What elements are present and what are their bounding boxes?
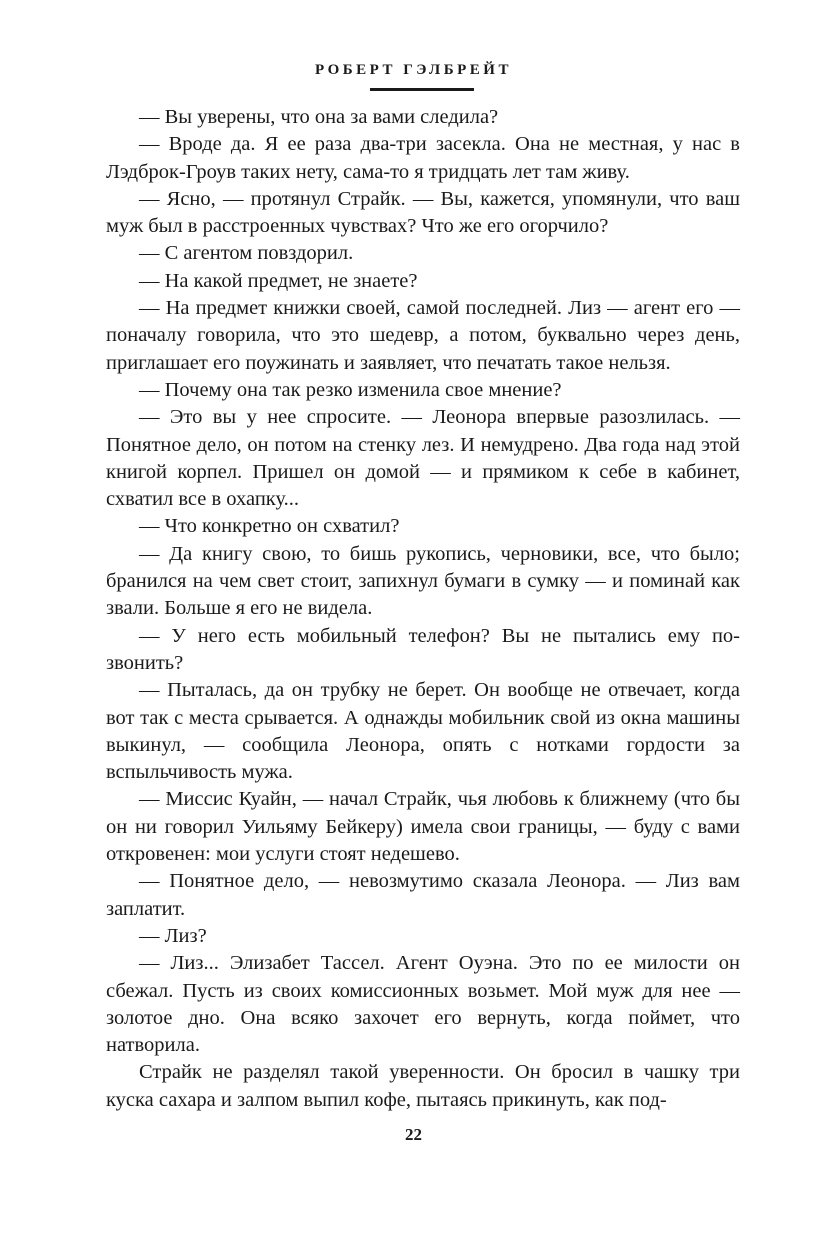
paragraph: — С агентом повздорил. bbox=[139, 242, 354, 265]
paragraph: — Вы уверены, что она за вами следила? bbox=[139, 106, 499, 128]
paragraph: — Почему она так резко изменила свое мнение? bbox=[139, 378, 562, 401]
paragraph: — На предмет книжки своей, самой последней. Лиз — агент его — поначалу говорила, что это шедевр, а потом, буквально через день, приглашает его поужинать и заявляет, что печатать такое нельзя. bbox=[106, 297, 740, 374]
paragraph: — Вроде да. Я ее раза два-три засекла. Она не местная, у нас в Лэдброк-Гроув таких нету, сама-то я тридцать лет там живу. bbox=[106, 133, 740, 183]
paragraph: — Понятное дело, — невозмутимо сказала Леонора. — Лиз вам заплатит. bbox=[106, 870, 740, 920]
body-text bbox=[106, 104, 740, 1114]
paragraph: — Миссис Куайн, — начал Страйк, чья любовь к ближнему (что бы он ни говорил Уильяму Бейкеру) имела свои границы, — буду с вами откровенен: мои услуги стоят недешево. bbox=[106, 788, 740, 866]
paragraph: — Лиз... Элизабет Тассел. Агент Оуэна. Это по ее милости он сбежал. Пусть из своих комиссионных возьмет. Мой муж для нее — золотое дно. Она всяко захочет его вернуть, когда поймет, что натворила. bbox=[106, 952, 740, 1057]
paragraph: — Лиз? bbox=[139, 924, 207, 947]
paragraph: — Пыталась, да он трубку не берет. Он вообще не отвечает, когда вот так с места срывается. А однажды мобильник свой из окна машины выкинул, — сообщила Леонора, опять с нотками гордости за вспыльчивость мужа. bbox=[106, 679, 740, 784]
page-number: 22 bbox=[405, 1125, 422, 1144]
paragraph: — У него есть мобильный телефон? Вы не пытались ему позвонить? bbox=[106, 624, 740, 674]
paragraph: Страйк не разделял такой уверенности. Он бросил в чашку три куска сахара и залпом выпил кофе, пытаясь прикинуть, как под- bbox=[106, 1061, 740, 1111]
paragraph: — На какой предмет, не знаете? bbox=[139, 269, 418, 292]
paragraph: — Это вы у нее спросите. — Леонора впервые разозлилась. — Понятное дело, он потом на стенку лез. И немудрено. Два года над этой книгой корпел. Пришел он домой — и прямиком к себе в кабинет, схватил все в охапку... bbox=[106, 406, 740, 511]
paragraph: — Что конкретно он схватил? bbox=[139, 515, 400, 538]
running-head: РОБЕРТ ГЭЛБРЕЙТ bbox=[315, 62, 512, 78]
header-rule bbox=[370, 88, 474, 91]
paragraph: — Да книгу свою, то бишь рукопись, черновики, все, что было; бранился на чем свет стоит, запихнул бумаги в сумку — и поминай как звали. Больше я его не видела. bbox=[106, 542, 740, 620]
paragraph: — Ясно, — протянул Страйк. — Вы, кажется, упомянули, что ваш муж был в расстроенных чувствах? Что же его огорчило? bbox=[106, 187, 740, 238]
